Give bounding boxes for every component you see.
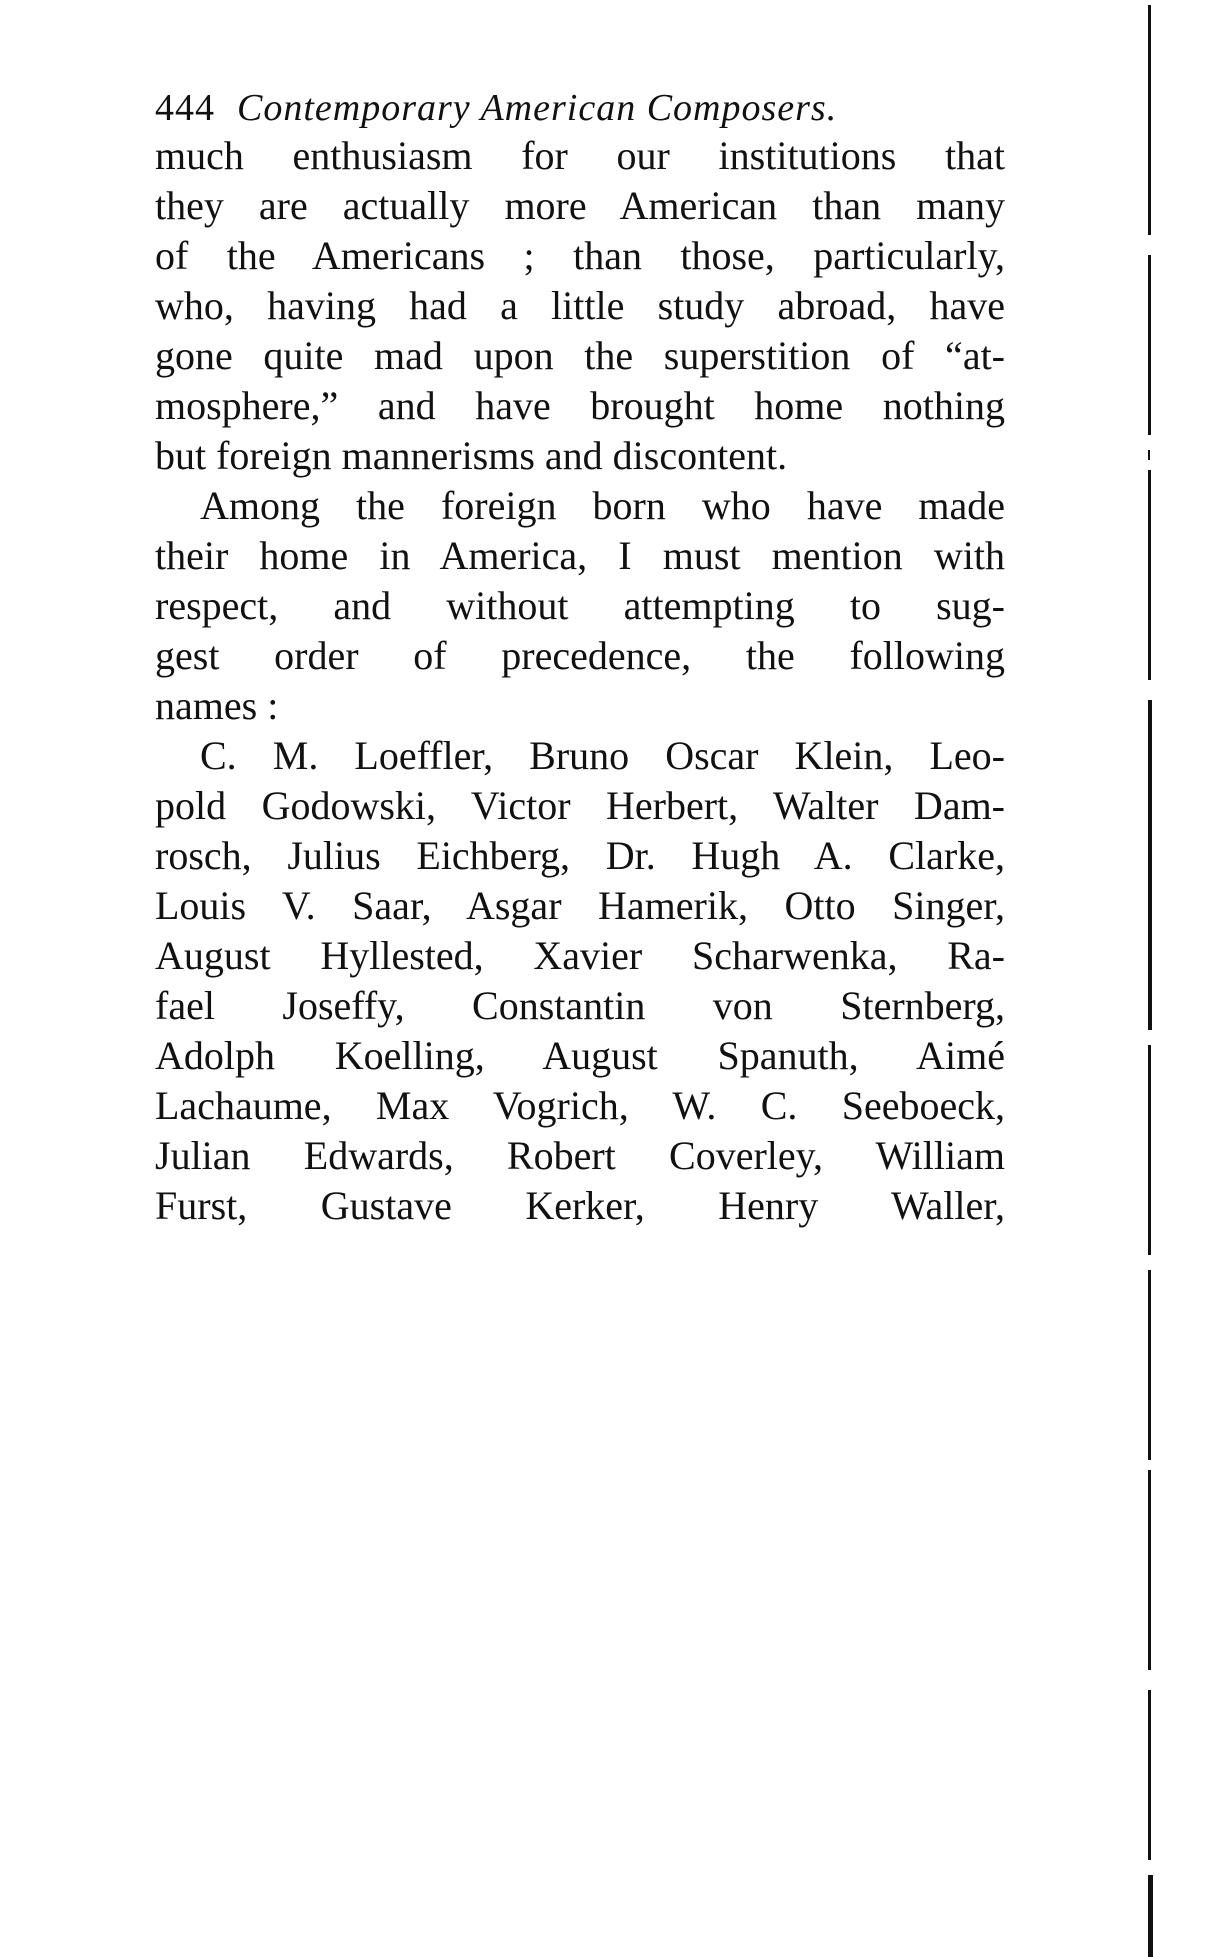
text-line: August Hyllested, Xavier Scharwenka, Ra- xyxy=(155,933,1005,978)
text-line: C. M. Loeffler, Bruno Oscar Klein, Leo- xyxy=(200,733,1005,778)
page-gutter-edge xyxy=(1148,0,1154,1957)
text-line: gone quite mad upon the superstition of “at- xyxy=(155,333,1005,378)
text-line: they are actually more American than many xyxy=(155,183,1005,228)
text-line: Julian Edwards, Robert Coverley, William xyxy=(155,1133,1005,1178)
text-line: Among the foreign born who have made xyxy=(200,483,1005,528)
running-title: Contemporary American Composers. xyxy=(237,87,838,129)
page-number: 444 xyxy=(155,87,215,129)
text-line: pold Godowski, Victor Herbert, Walter Dam- xyxy=(155,783,1005,828)
text-line: Furst, Gustave Kerker, Henry Waller, xyxy=(155,1183,1005,1228)
text-line: Lachaume, Max Vogrich, W. C. Seeboeck, xyxy=(155,1083,1005,1128)
text-line: mosphere,” and have brought home nothing xyxy=(155,383,1005,428)
text-line: Adolph Koelling, August Spanuth, Aimé xyxy=(155,1033,1005,1078)
text-line: but foreign mannerisms and discontent. xyxy=(155,433,788,478)
text-line: gest order of precedence, the following xyxy=(155,633,1005,678)
text-line: fael Joseffy, Constantin von Sternberg, xyxy=(155,983,1005,1028)
text-line: who, having had a little study abroad, have xyxy=(155,283,1005,328)
text-line: names : xyxy=(155,683,279,728)
text-line: of the Americans ; than those, particularly, xyxy=(155,233,1005,278)
text-line: Louis V. Saar, Asgar Hamerik, Otto Singer, xyxy=(155,883,1005,928)
text-line: their home in America, I must mention with xyxy=(155,533,1005,578)
text-line: rosch, Julius Eichberg, Dr. Hugh A. Clarke, xyxy=(155,833,1005,878)
text-line: respect, and without attempting to sug- xyxy=(155,583,1005,628)
text-line: much enthusiasm for our institutions that xyxy=(155,133,1005,178)
